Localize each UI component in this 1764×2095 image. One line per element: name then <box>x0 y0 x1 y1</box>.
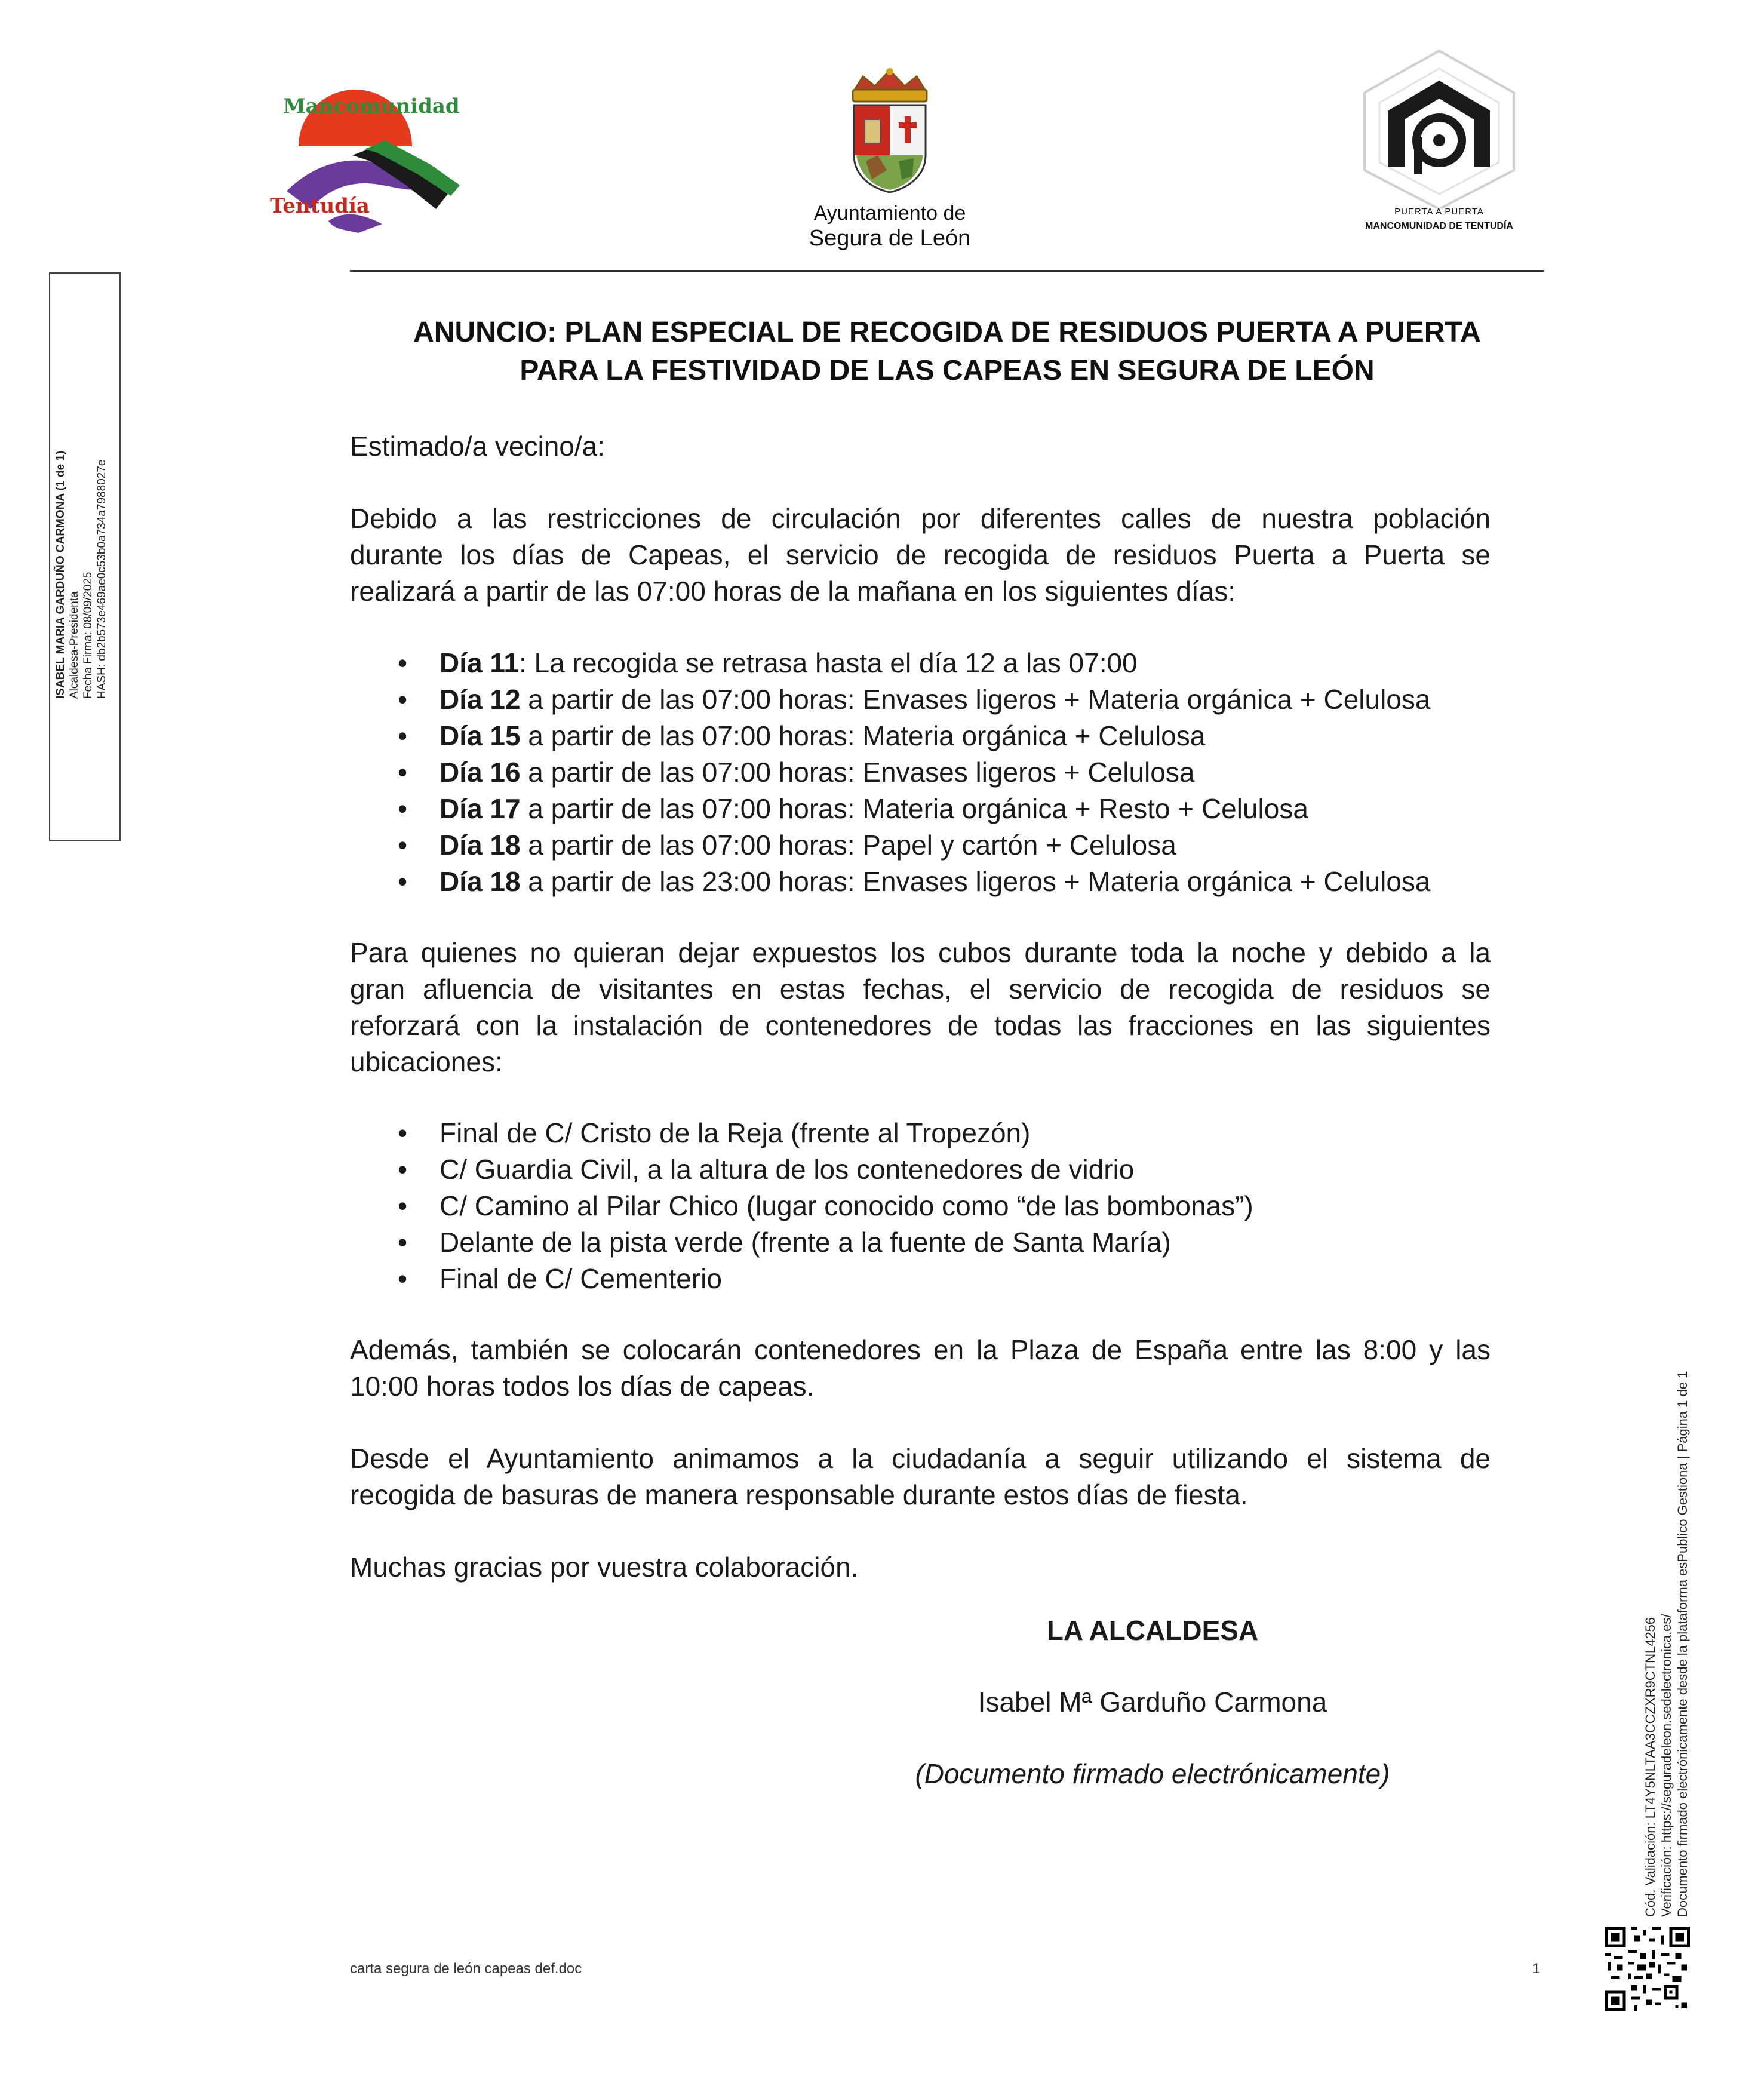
schedule-text: a partir de las 07:00 horas: Envases ligeros + Materia orgánica + Celulosa <box>520 684 1431 715</box>
schedule-text: a partir de las 07:00 horas: Papel y cartón + Celulosa <box>520 830 1176 861</box>
appeal-line-1: Desde el Ayuntamiento animamos a la ciudadanía a seguir utilizando el sistema de <box>350 1443 1491 1474</box>
location-text: C/ Guardia Civil, a la altura de los contenedores de vidrio <box>440 1154 1135 1185</box>
mancomunidad-wordmark: Mancomunidad <box>283 94 460 118</box>
mancomunidad-tentudia-caption: MANCOMUNIDAD DE TENTUDÍA <box>1365 221 1513 231</box>
signature-date: Fecha Firma: 08/09/2025 <box>82 572 94 699</box>
location-text: Delante de la pista verde (frente a la fuente de Santa María) <box>440 1227 1171 1258</box>
plaza-paragraph <box>350 1332 1491 1405</box>
list-item <box>350 864 1430 900</box>
list-item <box>350 1151 1253 1188</box>
schedule-text: a partir de las 07:00 horas: Materia orgánica + Resto + Celulosa <box>520 793 1308 824</box>
appeal-line-2: recogida de basuras de manera responsable durante estos días de fiesta. <box>350 1479 1248 1510</box>
location-text: Final de C/ Cementerio <box>440 1263 722 1294</box>
signature-signer: ISABEL MARIA GARDUÑO CARMONA (1 de 1) <box>54 450 67 699</box>
list-item <box>350 1224 1253 1261</box>
bullet: • <box>398 866 408 897</box>
ayuntamiento-caption-line1: Ayuntamiento de <box>813 202 966 225</box>
thanks-line: Muchas gracias por vuestra colaboración. <box>350 1552 859 1583</box>
footer-page-number: 1 <box>1532 1961 1541 1977</box>
bullet: • <box>398 1263 408 1294</box>
schedule-day: Día 12 <box>440 684 521 715</box>
list-item <box>350 718 1430 754</box>
plaza-line-2: 10:00 horas todos los días de capeas. <box>350 1371 815 1402</box>
greeting: Estimado/a vecino/a: <box>350 431 606 462</box>
bullet: • <box>398 1227 408 1258</box>
coat-of-arms-icon <box>776 66 1003 197</box>
schedule-day: Día 17 <box>440 793 521 824</box>
collection-schedule-list <box>350 645 1430 900</box>
bullet: • <box>398 647 408 678</box>
schedule-day: Día 18 <box>440 830 521 861</box>
bullet: • <box>398 793 408 824</box>
containers-line-4: ubicaciones: <box>350 1046 503 1077</box>
validation-platform: Documento firmado electrónicamente desde la plataforma esPublico Gestiona | Página 1 de 1 <box>1675 1371 1690 1917</box>
containers-paragraph <box>350 935 1491 1080</box>
schedule-day: Día 11 <box>440 647 519 678</box>
bullet: • <box>398 1190 408 1221</box>
signature-hash: HASH: db2b573e469ae0c53b0a734a7988027e <box>96 459 108 699</box>
qr-code-icon <box>1605 1927 1690 2011</box>
list-item <box>350 791 1430 827</box>
plaza-line-1: Además, también se colocarán contenedores en la Plaza de España entre las 8:00 y las <box>350 1334 1491 1365</box>
document-title <box>350 314 1544 390</box>
container-locations-list <box>350 1115 1253 1297</box>
containers-line-3: reforzará con la instalación de contenedores de todas las fracciones en las siguientes <box>350 1010 1491 1041</box>
title-line-2: PARA LA FESTIVIDAD DE LAS CAPEAS EN SEGURA DE LEÓN <box>520 355 1375 386</box>
validation-code: Cód. Validación: LT4Y5NLTAA3CCZXR9CTNL4256 <box>1643 1617 1658 1917</box>
signer-title: LA ALCALDESA <box>1046 1615 1259 1646</box>
list-item <box>350 1115 1253 1151</box>
qr-code-graphic <box>1605 1927 1690 2011</box>
location-text: C/ Camino al Pilar Chico (lugar conocido como “de las bombonas”) <box>440 1190 1253 1221</box>
validation-url: Verificación: https://seguradeleon.sedelectronica.es/ <box>1659 1614 1674 1917</box>
bullet: • <box>398 830 408 861</box>
location-text: Final de C/ Cristo de la Reja (frente al Tropezón) <box>440 1117 1031 1148</box>
signer-note: (Documento firmado electrónicamente) <box>915 1758 1390 1789</box>
intro-line-2: durante los días de Capeas, el servicio de recogida de residuos Puerta a Puerta se <box>350 539 1491 570</box>
schedule-day: Día 18 <box>440 866 521 897</box>
list-item <box>350 754 1430 791</box>
ayuntamiento-caption-line2: Segura de León <box>809 226 971 251</box>
containers-line-1: Para quienes no quieran dejar expuestos los cubos durante toda la noche y debido a la <box>350 937 1491 968</box>
hexagon-pin-icon <box>1350 48 1529 209</box>
bullet: • <box>398 720 408 751</box>
schedule-text: a partir de las 23:00 horas: Envases ligeros + Materia orgánica + Celulosa <box>520 866 1431 897</box>
intro-line-3: realizará a partir de las 07:00 horas de la mañana en los siguientes días: <box>350 576 1236 607</box>
puerta-a-puerta-logo <box>1350 48 1529 239</box>
puerta-a-puerta-caption: PUERTA A PUERTA <box>1394 207 1484 217</box>
schedule-text: a partir de las 07:00 horas: Materia orgánica + Celulosa <box>520 720 1206 751</box>
ayuntamiento-logo <box>776 66 1003 257</box>
schedule-day: Día 16 <box>440 757 521 788</box>
title-line-1: ANUNCIO: PLAN ESPECIAL DE RECOGIDA DE RESIDUOS PUERTA A PUERTA <box>413 317 1481 348</box>
mancomunidad-tentudia-logo <box>263 90 466 239</box>
list-item <box>350 645 1430 681</box>
list-item <box>350 1188 1253 1224</box>
signer-name: Isabel Mª Garduño Carmona <box>978 1687 1327 1718</box>
header-divider <box>350 270 1544 272</box>
bullet: • <box>398 757 408 788</box>
signature-stamp <box>54 424 109 699</box>
footer-filename: carta segura de león capeas def.doc <box>350 1961 582 1977</box>
bullet: • <box>398 1154 408 1185</box>
list-item <box>350 1261 1253 1297</box>
containers-line-2: gran afluencia de visitantes en estas fechas, el servicio de recogida de residuos se <box>350 973 1491 1005</box>
appeal-paragraph <box>350 1440 1491 1513</box>
list-item <box>350 681 1430 718</box>
schedule-text: : La recogida se retrasa hasta el día 12 a las 07:00 <box>519 647 1138 678</box>
intro-paragraph <box>350 500 1491 610</box>
bullet: • <box>398 684 408 715</box>
tentudia-wordmark: Tentudía <box>270 194 370 218</box>
list-item <box>350 827 1430 864</box>
validation-stamp <box>1642 1284 1691 1917</box>
bullet: • <box>398 1117 408 1148</box>
schedule-text: a partir de las 07:00 horas: Envases ligeros + Celulosa <box>520 757 1195 788</box>
schedule-day: Día 15 <box>440 720 521 751</box>
intro-line-1: Debido a las restricciones de circulación por diferentes calles de nuestra población <box>350 503 1491 534</box>
signature-role: Alcaldesa-Presidenta <box>68 591 81 699</box>
